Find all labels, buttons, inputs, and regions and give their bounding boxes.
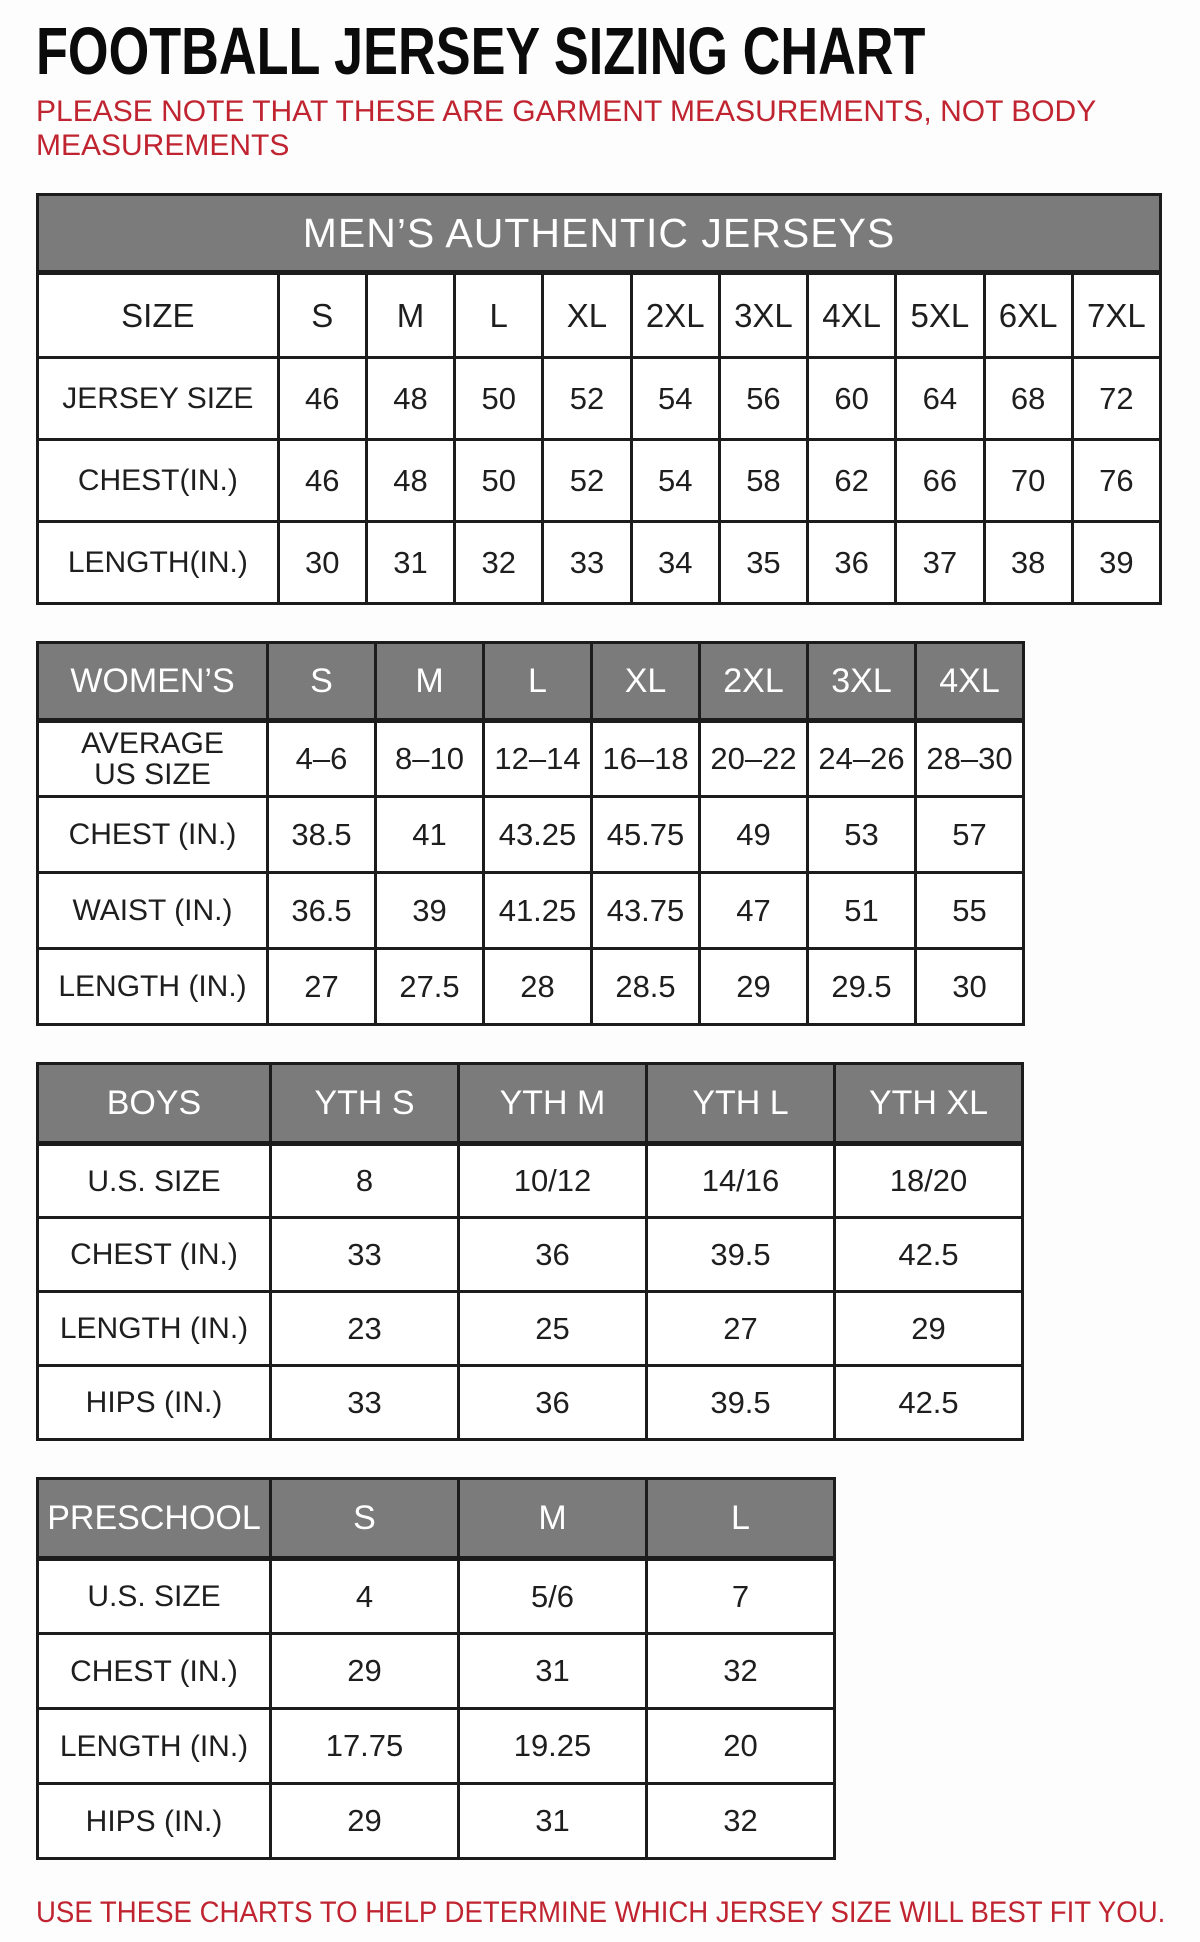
size-value-cell: 46: [278, 440, 366, 522]
note-line-1: PLEASE NOTE THAT THESE ARE GARMENT MEASUREMENTS, NOT BODY: [36, 95, 1097, 128]
size-value-cell: 31: [459, 1784, 647, 1859]
size-value-cell: 33: [271, 1366, 459, 1440]
size-value-cell: 38.5: [268, 797, 376, 873]
mens-authentic-jerseys-table: [36, 193, 1162, 605]
size-value-cell: 8: [271, 1144, 459, 1218]
table-row: [38, 721, 1024, 797]
size-value-cell: 60: [808, 358, 896, 440]
row-label: CHEST (IN.): [38, 1218, 271, 1292]
size-value-cell: 62: [808, 440, 896, 522]
table-row: [38, 440, 1161, 522]
size-value-cell: 52: [543, 358, 631, 440]
row-label: CHEST(IN.): [38, 440, 279, 522]
preschool-header-row: [38, 1479, 835, 1559]
mens-table-banner: MEN’S AUTHENTIC JERSEYS: [38, 195, 1161, 273]
size-value-cell: 45.75: [592, 797, 700, 873]
size-value-cell: 33: [271, 1218, 459, 1292]
garment-measurements-note: [36, 95, 1170, 163]
size-value-cell: 48: [366, 358, 454, 440]
table-row: [38, 522, 1161, 604]
size-value-cell: 4: [271, 1559, 459, 1634]
column-header: M: [459, 1479, 647, 1559]
column-header: 6XL: [984, 273, 1072, 358]
size-value-cell: 42.5: [835, 1218, 1023, 1292]
column-header: S: [268, 643, 376, 721]
size-value-cell: 24–26: [808, 721, 916, 797]
column-header: PRESCHOOL: [38, 1479, 271, 1559]
size-value-cell: 54: [631, 440, 719, 522]
mens-banner-row: [38, 195, 1161, 273]
size-value-cell: 46: [278, 358, 366, 440]
row-label: U.S. SIZE: [38, 1144, 271, 1218]
column-header: XL: [592, 643, 700, 721]
size-value-cell: 28: [484, 949, 592, 1025]
size-value-cell: 31: [366, 522, 454, 604]
size-value-cell: 27: [647, 1292, 835, 1366]
column-header: L: [647, 1479, 835, 1559]
size-value-cell: 64: [896, 358, 984, 440]
size-value-cell: 39.5: [647, 1218, 835, 1292]
size-value-cell: 29: [271, 1634, 459, 1709]
column-header: YTH XL: [835, 1064, 1023, 1144]
table-row: [38, 358, 1161, 440]
row-label: HIPS (IN.): [38, 1784, 271, 1859]
column-header: YTH L: [647, 1064, 835, 1144]
size-value-cell: 51: [808, 873, 916, 949]
size-value-cell: 29: [835, 1292, 1023, 1366]
column-header: 2XL: [700, 643, 808, 721]
size-value-cell: 58: [719, 440, 807, 522]
size-value-cell: 33: [543, 522, 631, 604]
row-label-line-1: AVERAGE: [81, 726, 224, 760]
size-value-cell: 20–22: [700, 721, 808, 797]
size-value-cell: 39.5: [647, 1366, 835, 1440]
size-value-cell: 31: [459, 1634, 647, 1709]
boys-jerseys-table: [36, 1062, 1024, 1441]
column-header: L: [484, 643, 592, 721]
boys-header-row: [38, 1064, 1023, 1144]
size-value-cell: 30: [278, 522, 366, 604]
size-value-cell: 76: [1072, 440, 1160, 522]
column-header: XL: [543, 273, 631, 358]
size-value-cell: 18/20: [835, 1144, 1023, 1218]
table-row: [38, 1218, 1023, 1292]
row-label: U.S. SIZE: [38, 1559, 271, 1634]
column-header: WOMEN’S: [38, 643, 268, 721]
size-value-cell: 52: [543, 440, 631, 522]
size-value-cell: 10/12: [459, 1144, 647, 1218]
size-value-cell: 36.5: [268, 873, 376, 949]
column-header: 3XL: [808, 643, 916, 721]
size-value-cell: 16–18: [592, 721, 700, 797]
size-value-cell: 32: [647, 1784, 835, 1859]
size-value-cell: 27.5: [376, 949, 484, 1025]
size-value-cell: 14/16: [647, 1144, 835, 1218]
size-value-cell: 5/6: [459, 1559, 647, 1634]
column-header: L: [455, 273, 543, 358]
table-row: [38, 1366, 1023, 1440]
size-value-cell: 37: [896, 522, 984, 604]
size-value-cell: 19.25: [459, 1709, 647, 1784]
size-value-cell: 20: [647, 1709, 835, 1784]
column-header: 2XL: [631, 273, 719, 358]
column-header: YTH M: [459, 1064, 647, 1144]
size-value-cell: 12–14: [484, 721, 592, 797]
table-row: [38, 873, 1024, 949]
size-value-cell: 55: [916, 873, 1024, 949]
row-label: LENGTH (IN.): [38, 1292, 271, 1366]
size-value-cell: 29: [271, 1784, 459, 1859]
size-value-cell: 72: [1072, 358, 1160, 440]
size-value-cell: 49: [700, 797, 808, 873]
size-value-cell: 35: [719, 522, 807, 604]
size-value-cell: 54: [631, 358, 719, 440]
column-header: S: [271, 1479, 459, 1559]
row-label: HIPS (IN.): [38, 1366, 271, 1440]
row-label-line-2: US SIZE: [94, 758, 211, 792]
column-header: 4XL: [808, 273, 896, 358]
column-header: M: [376, 643, 484, 721]
womens-jerseys-table: [36, 641, 1025, 1026]
mens-header-row: [38, 273, 1161, 358]
note-line-2: MEASUREMENTS: [36, 129, 290, 163]
table-row: [38, 1559, 835, 1634]
column-header: SIZE: [38, 273, 279, 358]
size-value-cell: 57: [916, 797, 1024, 873]
size-value-cell: 32: [647, 1634, 835, 1709]
size-value-cell: 41: [376, 797, 484, 873]
size-value-cell: 39: [1072, 522, 1160, 604]
size-value-cell: 43.75: [592, 873, 700, 949]
size-value-cell: 23: [271, 1292, 459, 1366]
size-value-cell: 47: [700, 873, 808, 949]
column-header: 5XL: [896, 273, 984, 358]
table-row: [38, 1709, 835, 1784]
size-value-cell: 70: [984, 440, 1072, 522]
row-label: LENGTH(IN.): [38, 522, 279, 604]
size-value-cell: 36: [459, 1218, 647, 1292]
preschool-jerseys-table: [36, 1477, 836, 1860]
size-value-cell: 50: [455, 440, 543, 522]
row-label: LENGTH (IN.): [38, 1709, 271, 1784]
row-label: JERSEY SIZE: [38, 358, 279, 440]
size-value-cell: 32: [455, 522, 543, 604]
size-value-cell: 30: [916, 949, 1024, 1025]
size-value-cell: 28.5: [592, 949, 700, 1025]
column-header: YTH S: [271, 1064, 459, 1144]
table-row: [38, 1144, 1023, 1218]
column-header: S: [278, 273, 366, 358]
table-row: [38, 949, 1024, 1025]
size-value-cell: 34: [631, 522, 719, 604]
footer-note: USE THESE CHARTS TO HELP DETERMINE WHICH JERSEY SIZE WILL BEST FIT YOU.: [36, 1896, 1166, 1930]
size-value-cell: 17.75: [271, 1709, 459, 1784]
size-value-cell: 7: [647, 1559, 835, 1634]
size-value-cell: 27: [268, 949, 376, 1025]
size-value-cell: 53: [808, 797, 916, 873]
row-label: [38, 721, 268, 797]
size-value-cell: 28–30: [916, 721, 1024, 797]
column-header: 4XL: [916, 643, 1024, 721]
column-header: 3XL: [719, 273, 807, 358]
size-value-cell: 38: [984, 522, 1072, 604]
page-title: FOOTBALL JERSEY SIZING CHART: [36, 14, 926, 89]
size-value-cell: 66: [896, 440, 984, 522]
size-value-cell: 25: [459, 1292, 647, 1366]
size-value-cell: 36: [459, 1366, 647, 1440]
size-value-cell: 36: [808, 522, 896, 604]
row-label: CHEST (IN.): [38, 1634, 271, 1709]
table-row: [38, 1634, 835, 1709]
size-value-cell: 68: [984, 358, 1072, 440]
table-row: [38, 797, 1024, 873]
size-value-cell: 48: [366, 440, 454, 522]
size-value-cell: 39: [376, 873, 484, 949]
table-row: [38, 1784, 835, 1859]
row-label: WAIST (IN.): [38, 873, 268, 949]
size-value-cell: 56: [719, 358, 807, 440]
size-value-cell: 50: [455, 358, 543, 440]
table-row: [38, 1292, 1023, 1366]
size-value-cell: 4–6: [268, 721, 376, 797]
column-header: M: [366, 273, 454, 358]
size-value-cell: 42.5: [835, 1366, 1023, 1440]
column-header: 7XL: [1072, 273, 1160, 358]
row-label: CHEST (IN.): [38, 797, 268, 873]
size-value-cell: 29: [700, 949, 808, 1025]
womens-header-row: [38, 643, 1024, 721]
column-header: BOYS: [38, 1064, 271, 1144]
size-value-cell: 8–10: [376, 721, 484, 797]
size-value-cell: 41.25: [484, 873, 592, 949]
size-value-cell: 29.5: [808, 949, 916, 1025]
size-value-cell: 43.25: [484, 797, 592, 873]
row-label: LENGTH (IN.): [38, 949, 268, 1025]
